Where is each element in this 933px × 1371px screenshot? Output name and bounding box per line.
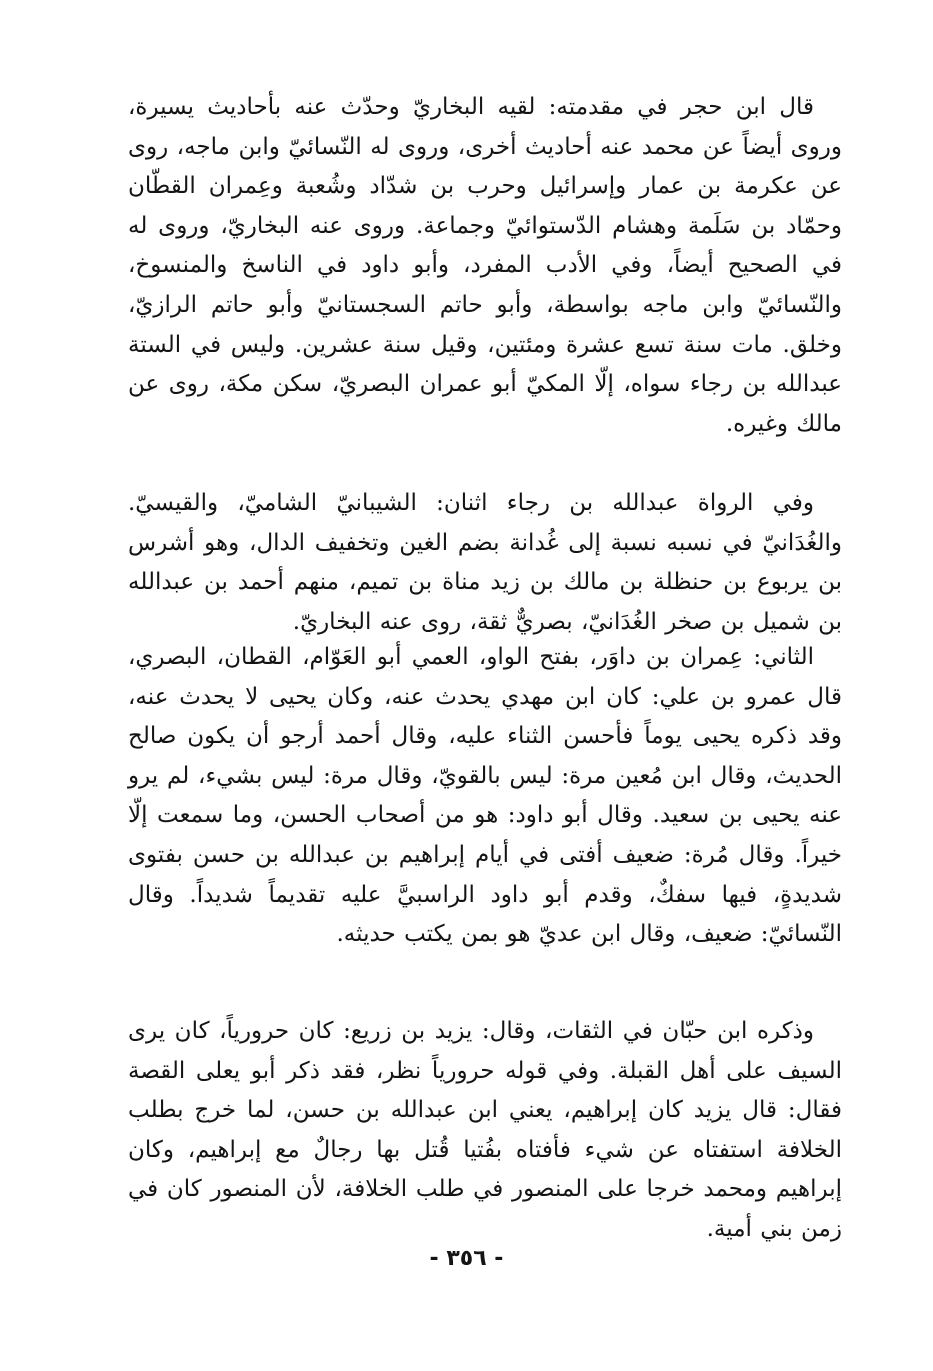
paragraph-ibn-hajar bbox=[128, 88, 842, 444]
paragraph-text: وذكره ابن حبّان في الثقات، وقال: يزيد بن زريع: كان حرورياً، كان يرى السيف على أهل القبلة. وفي قوله حرورياً نظر، فقد ذكر أبو يعلى القصة فقال: قال يزيد كان إبراهيم، يعني ابن عبدالله بن حسن، لما خرج بطلب الخلافة استفتاه عن شيء فأفتاه بفُتيا قُتل بها رجالٌ مع إبراهيم، وكان إبراهيم ومحمد خرجا على المنصور في طلب الخلافة، لأن المنصور كان في زمن بني أمية. bbox=[128, 1018, 842, 1242]
paragraph-text: الثاني: عِمران بن داوَر، بفتح الواو، العمي أبو العَوّام، القطان، البصري، قال عمرو بن علي: كان ابن مهدي يحدث عنه، وكان يحيى لا يحدث عنه، وقد ذكره يحيى يوماً فأحسن الثناء عليه، وقال أحمد أرجو أن يكون صالح الحديث، وقال ابن مُعين مرة: ليس بالقويّ، وقال مرة: ليس بشيء، لم يرو عنه يحيى بن سعيد. وقال أبو داود: هو من أصحاب الحسن، وما سمعت إلّا خيراً. وقال مُرة: ضعيف أفتى في أيام إبراهيم بن عبدالله بن حسن بفتوى شديدةٍ، فيها سفكٌ، وقدم أبو داود الراسبيَّ عليه تقديماً شديداً. وقال النّسائيّ: ضعيف، وقال ابن عديّ هو بمن يكتب حديثه. bbox=[128, 644, 842, 948]
paragraph-text: وفي الرواة عبدالله بن رجاء اثنان: الشيبانيّ الشاميّ، والقيسيّ. والغُدَانيّ في نسبه نسبة إلى غُدانة بضم الغين وتخفيف الدال، وهو أشرس بن يربوع بن حنظلة بن مالك بن زيد مناة بن تميم، منهم أحمد بن عبدالله بن شميل بن صخر الغُدَانيّ، بصريٌّ ثقة، روى عنه البخاريّ. bbox=[128, 490, 842, 635]
paragraph-narrators bbox=[128, 484, 842, 642]
paragraph-ibn-hibban bbox=[128, 1012, 842, 1250]
page-number: - ٣٥٦ - bbox=[429, 1246, 504, 1271]
paragraph-imran-ibn-dawar bbox=[128, 638, 842, 955]
paragraph-text: قال ابن حجر في مقدمته: لقيه البخاريّ وحدّث عنه بأحاديث يسيرة، وروى أيضاً عن محمد عنه أحاديث أخرى، وروى له النّسائيّ وابن ماجه، روى عن عكرمة بن عمار وإسرائيل وحرب بن شدّاد وشُعبة وعِمران القطّان وحمّاد بن سَلَمة وهشام الدّستوائيّ وجماعة. وروى عنه البخاريّ، وروى له في الصحيح أيضاً، وفي الأدب المفرد، وأبو داود في الناسخ والمنسوخ، والنّسائيّ وابن ماجه بواسطة، وأبو حاتم السجستانيّ وأبو حاتم الرازيّ، وخلق. مات سنة تسع عشرة ومئتين، وقيل سنة عشرين. وليس في الستة عبدالله بن رجاء سواه، إلّا المكيّ أبو عمران البصريّ، سكن مكة، روى عن مالك وغيره. bbox=[128, 94, 842, 437]
